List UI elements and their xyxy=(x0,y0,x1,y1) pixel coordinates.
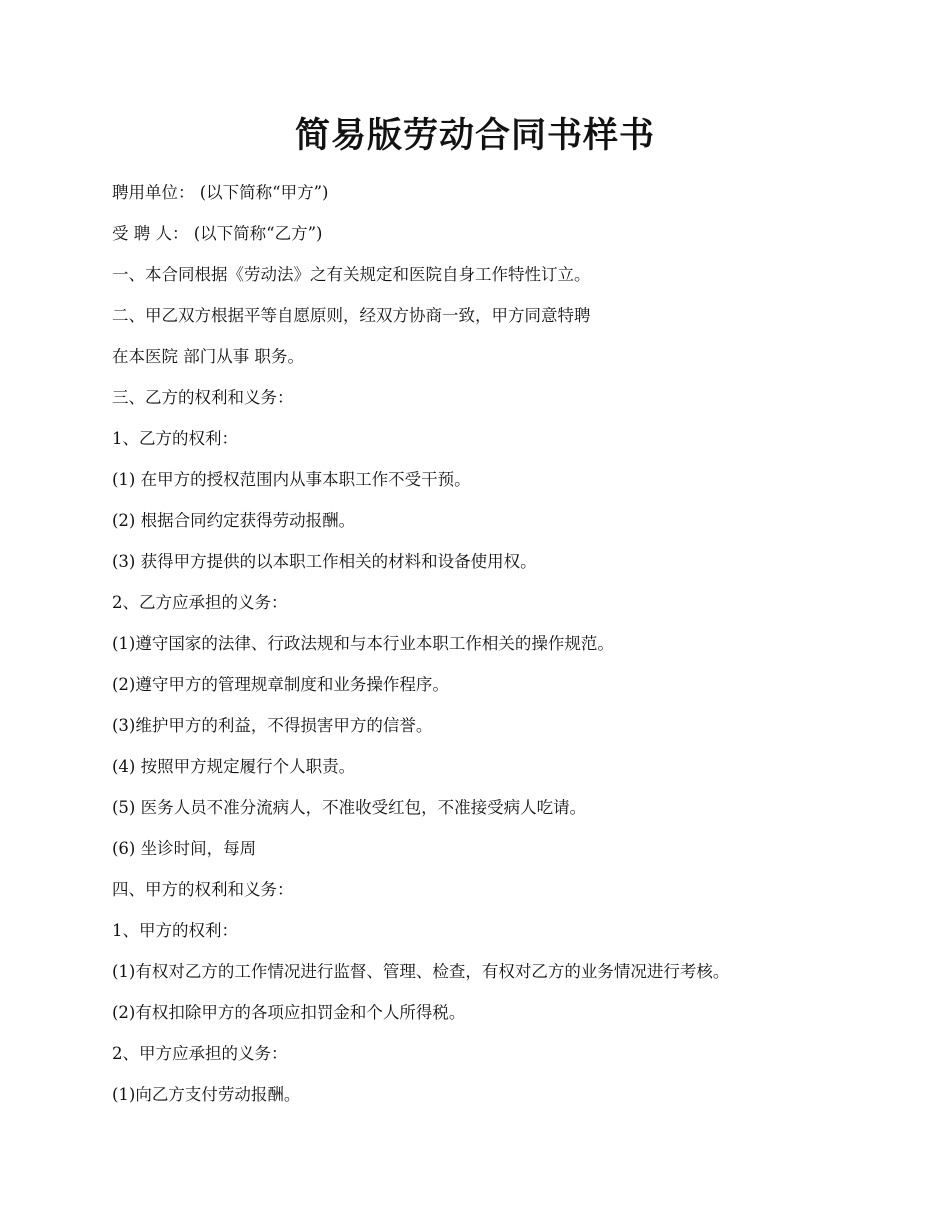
clause-2-continued: 在本医院 部门从事 职务。 xyxy=(112,347,304,366)
employer-line: 聘用单位： (以下简称“甲方”) xyxy=(112,183,329,202)
employee-duty-item-6: (6) 坐诊时间，每周 xyxy=(112,839,257,858)
employee-line: 受 聘 人： (以下简称“乙方”) xyxy=(112,224,323,243)
employer-right-item-2: (2)有权扣除甲方的各项应扣罚金和个人所得税。 xyxy=(112,1003,466,1022)
employee-right-item-3: (3) 获得甲方提供的以本职工作相关的材料和设备使用权。 xyxy=(112,552,537,571)
employee-duties-heading: 2、乙方应承担的义务： xyxy=(112,593,288,612)
employee-right-item-1: (1) 在甲方的授权范围内从事本职工作不受干预。 xyxy=(112,470,471,489)
employee-right-item-2: (2) 根据合同约定获得劳动报酬。 xyxy=(112,511,356,530)
employee-rights-heading: 1、乙方的权利： xyxy=(112,429,238,448)
employer-duties-heading: 2、甲方应承担的义务： xyxy=(112,1044,288,1063)
document-title: 简易版劳动合同书样书 xyxy=(294,115,655,156)
section-4-heading: 四、甲方的权利和义务： xyxy=(112,880,294,899)
employee-duty-item-3: (3)维护甲方的利益，不得损害甲方的信誉。 xyxy=(112,716,433,735)
employee-duty-item-5: (5) 医务人员不准分流病人，不准收受红包，不准接受病人吃请。 xyxy=(112,798,587,817)
employee-duty-item-1: (1)遵守国家的法律、行政法规和与本行业本职工作相关的操作规范。 xyxy=(112,634,614,653)
clause-2: 二、甲乙双方根据平等自愿原则，经双方协商一致，甲方同意特聘 xyxy=(112,306,591,325)
section-3-heading: 三、乙方的权利和义务： xyxy=(112,388,294,407)
employee-duty-item-2: (2)遵守甲方的管理规章制度和业务操作程序。 xyxy=(112,675,449,694)
employee-duty-item-4: (4) 按照甲方规定履行个人职责。 xyxy=(112,757,356,776)
clause-1: 一、本合同根据《劳动法》之有关规定和医院自身工作特性订立。 xyxy=(112,265,591,284)
document-body xyxy=(112,178,832,1121)
employer-right-item-1: (1)有权对乙方的工作情况进行监督、管理、检查，有权对乙方的业务情况进行考核。 xyxy=(112,962,730,981)
employer-rights-heading: 1、甲方的权利： xyxy=(112,921,238,940)
employer-duty-item-1: (1)向乙方支付劳动报酬。 xyxy=(112,1085,301,1104)
